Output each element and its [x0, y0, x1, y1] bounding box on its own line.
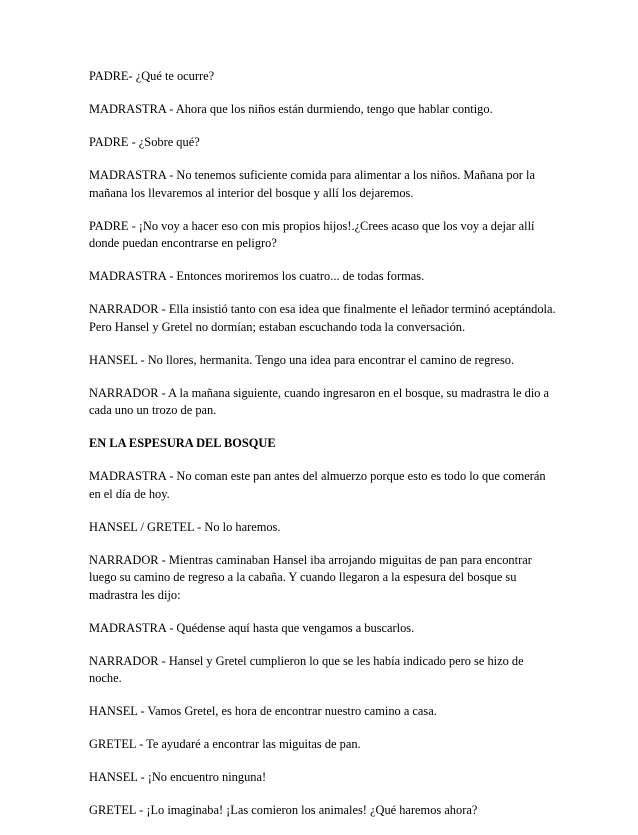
dialogue-line: HANSEL / GRETEL - No lo haremos.: [89, 519, 281, 534]
narration-line: NARRADOR - Ella insistió tanto con esa idea que finalmente el leñador terminó aceptándola. Pero Hansel y Gretel no dormían; estaban escuchando toda la conversación.: [89, 302, 556, 334]
narration-line: NARRADOR - Hansel y Gretel cumplieron lo que se les había indicado pero se hizo de noche.: [89, 653, 524, 685]
dialogue-line: HANSEL - ¡No encuentro ninguna!: [89, 770, 267, 784]
dialogue-line: HANSEL - No llores, hermanita. Tengo una idea para encontrar el camino de regreso.: [89, 352, 515, 367]
narration-line: NARRADOR - A la mañana siguiente, cuando ingresaron en el bosque, su madrastra le dio a cada uno un trozo de pan.: [89, 385, 550, 417]
dialogue-line: PADRE - ¿Sobre qué?: [89, 135, 200, 149]
dialogue-line: MADRASTRA - No coman este pan antes del almuerzo porque esto es todo lo que comerán en el día de hoy.: [89, 469, 546, 501]
dialogue-line: PADRE - ¡No voy a hacer eso con mis propios hijos!.¿Crees acaso que los voy a dejar allí donde puedan encontrarse en peligro?: [89, 218, 535, 250]
dialogue-line: GRETEL - ¡Lo imaginaba! ¡Las comieron los animales! ¿Qué haremos ahora?: [89, 803, 478, 817]
narration-line: NARRADOR - Mientras caminaban Hansel iba arrojando miguitas de pan para encontrar luego su camino de regreso a la cabaña. Y cuando llegaron a la espesura del bosque su madrastra les dijo:: [89, 552, 532, 602]
dialogue-line: GRETEL - Te ayudaré a encontrar las miguitas de pan.: [89, 737, 361, 751]
document-body: [89, 68, 559, 835]
dialogue-line: HANSEL - Vamos Gretel, es hora de encontrar nuestro camino a casa.: [89, 704, 437, 718]
dialogue-line: MADRASTRA - Ahora que los niños están durmiendo, tengo que hablar contigo.: [89, 102, 493, 116]
dialogue-line: MADRASTRA - Quédense aquí hasta que vengamos a buscarlos.: [89, 620, 415, 635]
dialogue-line: MADRASTRA - Entonces moriremos los cuatro... de todas formas.: [89, 269, 425, 283]
dialogue-line: MADRASTRA - No tenemos suficiente comida para alimentar a los niños. Mañana por la mañana los llevaremos al interior del bosque y allí los dejaremos.: [89, 168, 535, 200]
scene-heading: EN LA ESPESURA DEL BOSQUE: [89, 436, 276, 450]
dialogue-line: PADRE- ¿Qué te ocurre?: [89, 69, 215, 83]
